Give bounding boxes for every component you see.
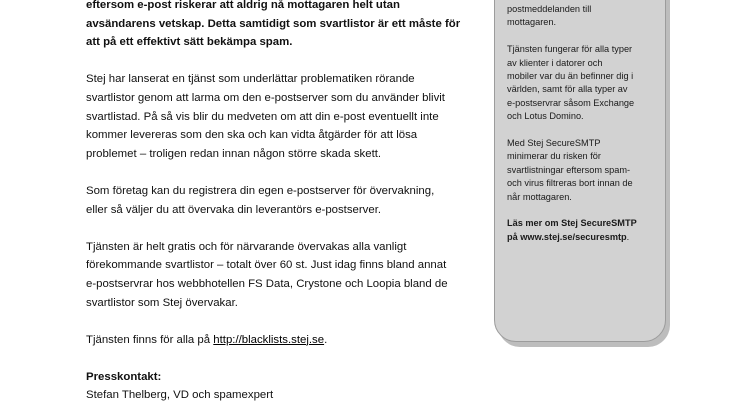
paragraph-line: kommer levereras som den ska och kan vidta åtgärder för att lösa (86, 129, 418, 142)
blacklists-link[interactable]: http://blacklists.stej.se (213, 333, 325, 346)
read-more-line: Läs mer om Stej SecureSMTP (507, 218, 637, 229)
press-contact-heading: Presskontakt: (86, 370, 162, 383)
paragraph-line: förekommande svartlistor – totalt över 60 st. Just idag finns bland annat (86, 259, 447, 272)
availability-prefix: Tjänsten finns för alla på (86, 333, 214, 346)
sidebar-block-securesmtp (507, 137, 653, 204)
sidebar-line: minimerar du risken för (507, 151, 601, 162)
lead-line: att på ett effektivt sätt bekämpa spam. (86, 36, 293, 49)
sidebar-line: mobiler var du än befinner dig i (507, 71, 634, 82)
info-sidebar-box (494, 0, 666, 342)
sidebar-line: når mottagaren. (507, 191, 572, 202)
paragraph-line: e-postservrar hos webbhotellen FS Data, Crystone och Loopia bland de (86, 277, 448, 290)
paragraph-availability (86, 331, 486, 350)
paragraph-line: Stej har lanserat en tjänst som underlättar problematiken rörande (86, 73, 415, 86)
paragraph-line: problemet – troligen redan innan någon större skada skett. (86, 147, 382, 160)
paragraph-line: Som företag kan du registrera din egen e-postserver för övervakning, (86, 184, 435, 197)
paragraph-pricing (86, 238, 486, 312)
sidebar-line: världen, samt för alla typer av (507, 84, 628, 95)
sidebar-line: svartlistningar eftersom spam- (507, 164, 631, 175)
sidebar-line: Tjänsten fungerar för alla typer (507, 44, 633, 55)
availability-suffix: . (324, 333, 328, 346)
read-more-tail: . (626, 231, 630, 242)
paragraph-line: eller så väljer du att övervaka din leverantörs e-postserver. (86, 203, 382, 216)
paragraph-line: svartlistor som Stej övervakar. (86, 296, 238, 309)
read-more-url: på www.stej.se/securesmtp (507, 231, 627, 242)
paragraph-registration (86, 182, 486, 219)
press-contact-name: Stefan Thelberg, VD och spamexpert (86, 389, 274, 402)
sidebar-block-delivery (507, 3, 653, 30)
paragraph-line: svartlistad. På så vis blir du medveten om att din e-post eventuellt inte (86, 110, 439, 123)
paragraph-line: svartlistor genom att larma om den e-postserver som du använder blivit (86, 91, 445, 104)
sidebar-line: och virus filtreras bort innan de (507, 178, 633, 189)
press-contact (86, 368, 486, 405)
sidebar-line: av klienter i datorer och (507, 57, 603, 68)
sidebar-line: mottagaren. (507, 17, 557, 28)
sidebar-block-compatibility (507, 43, 653, 123)
paragraph-line: Tjänsten är helt gratis och för närvarande övervakas alla vanligt (86, 240, 407, 253)
lead-line: eftersom e-post riskerar att aldrig nå mottagaren helt utan (86, 0, 400, 11)
paragraph-service (86, 70, 486, 163)
lead-paragraph (86, 0, 486, 52)
sidebar-line: Med Stej SecureSMTP (507, 138, 601, 149)
sidebar-line: och Lotus Domino. (507, 111, 584, 122)
sidebar-content (507, 3, 653, 258)
sidebar-line: e-postservrar såsom Exchange (507, 97, 635, 108)
sidebar-line: postmeddelanden till (507, 4, 592, 14)
sidebar-block-read-more (507, 217, 653, 244)
lead-line: avsändarens vetskap. Detta samtidigt som svartlistor är ett måste för (86, 17, 461, 30)
press-release-body (86, 0, 486, 405)
